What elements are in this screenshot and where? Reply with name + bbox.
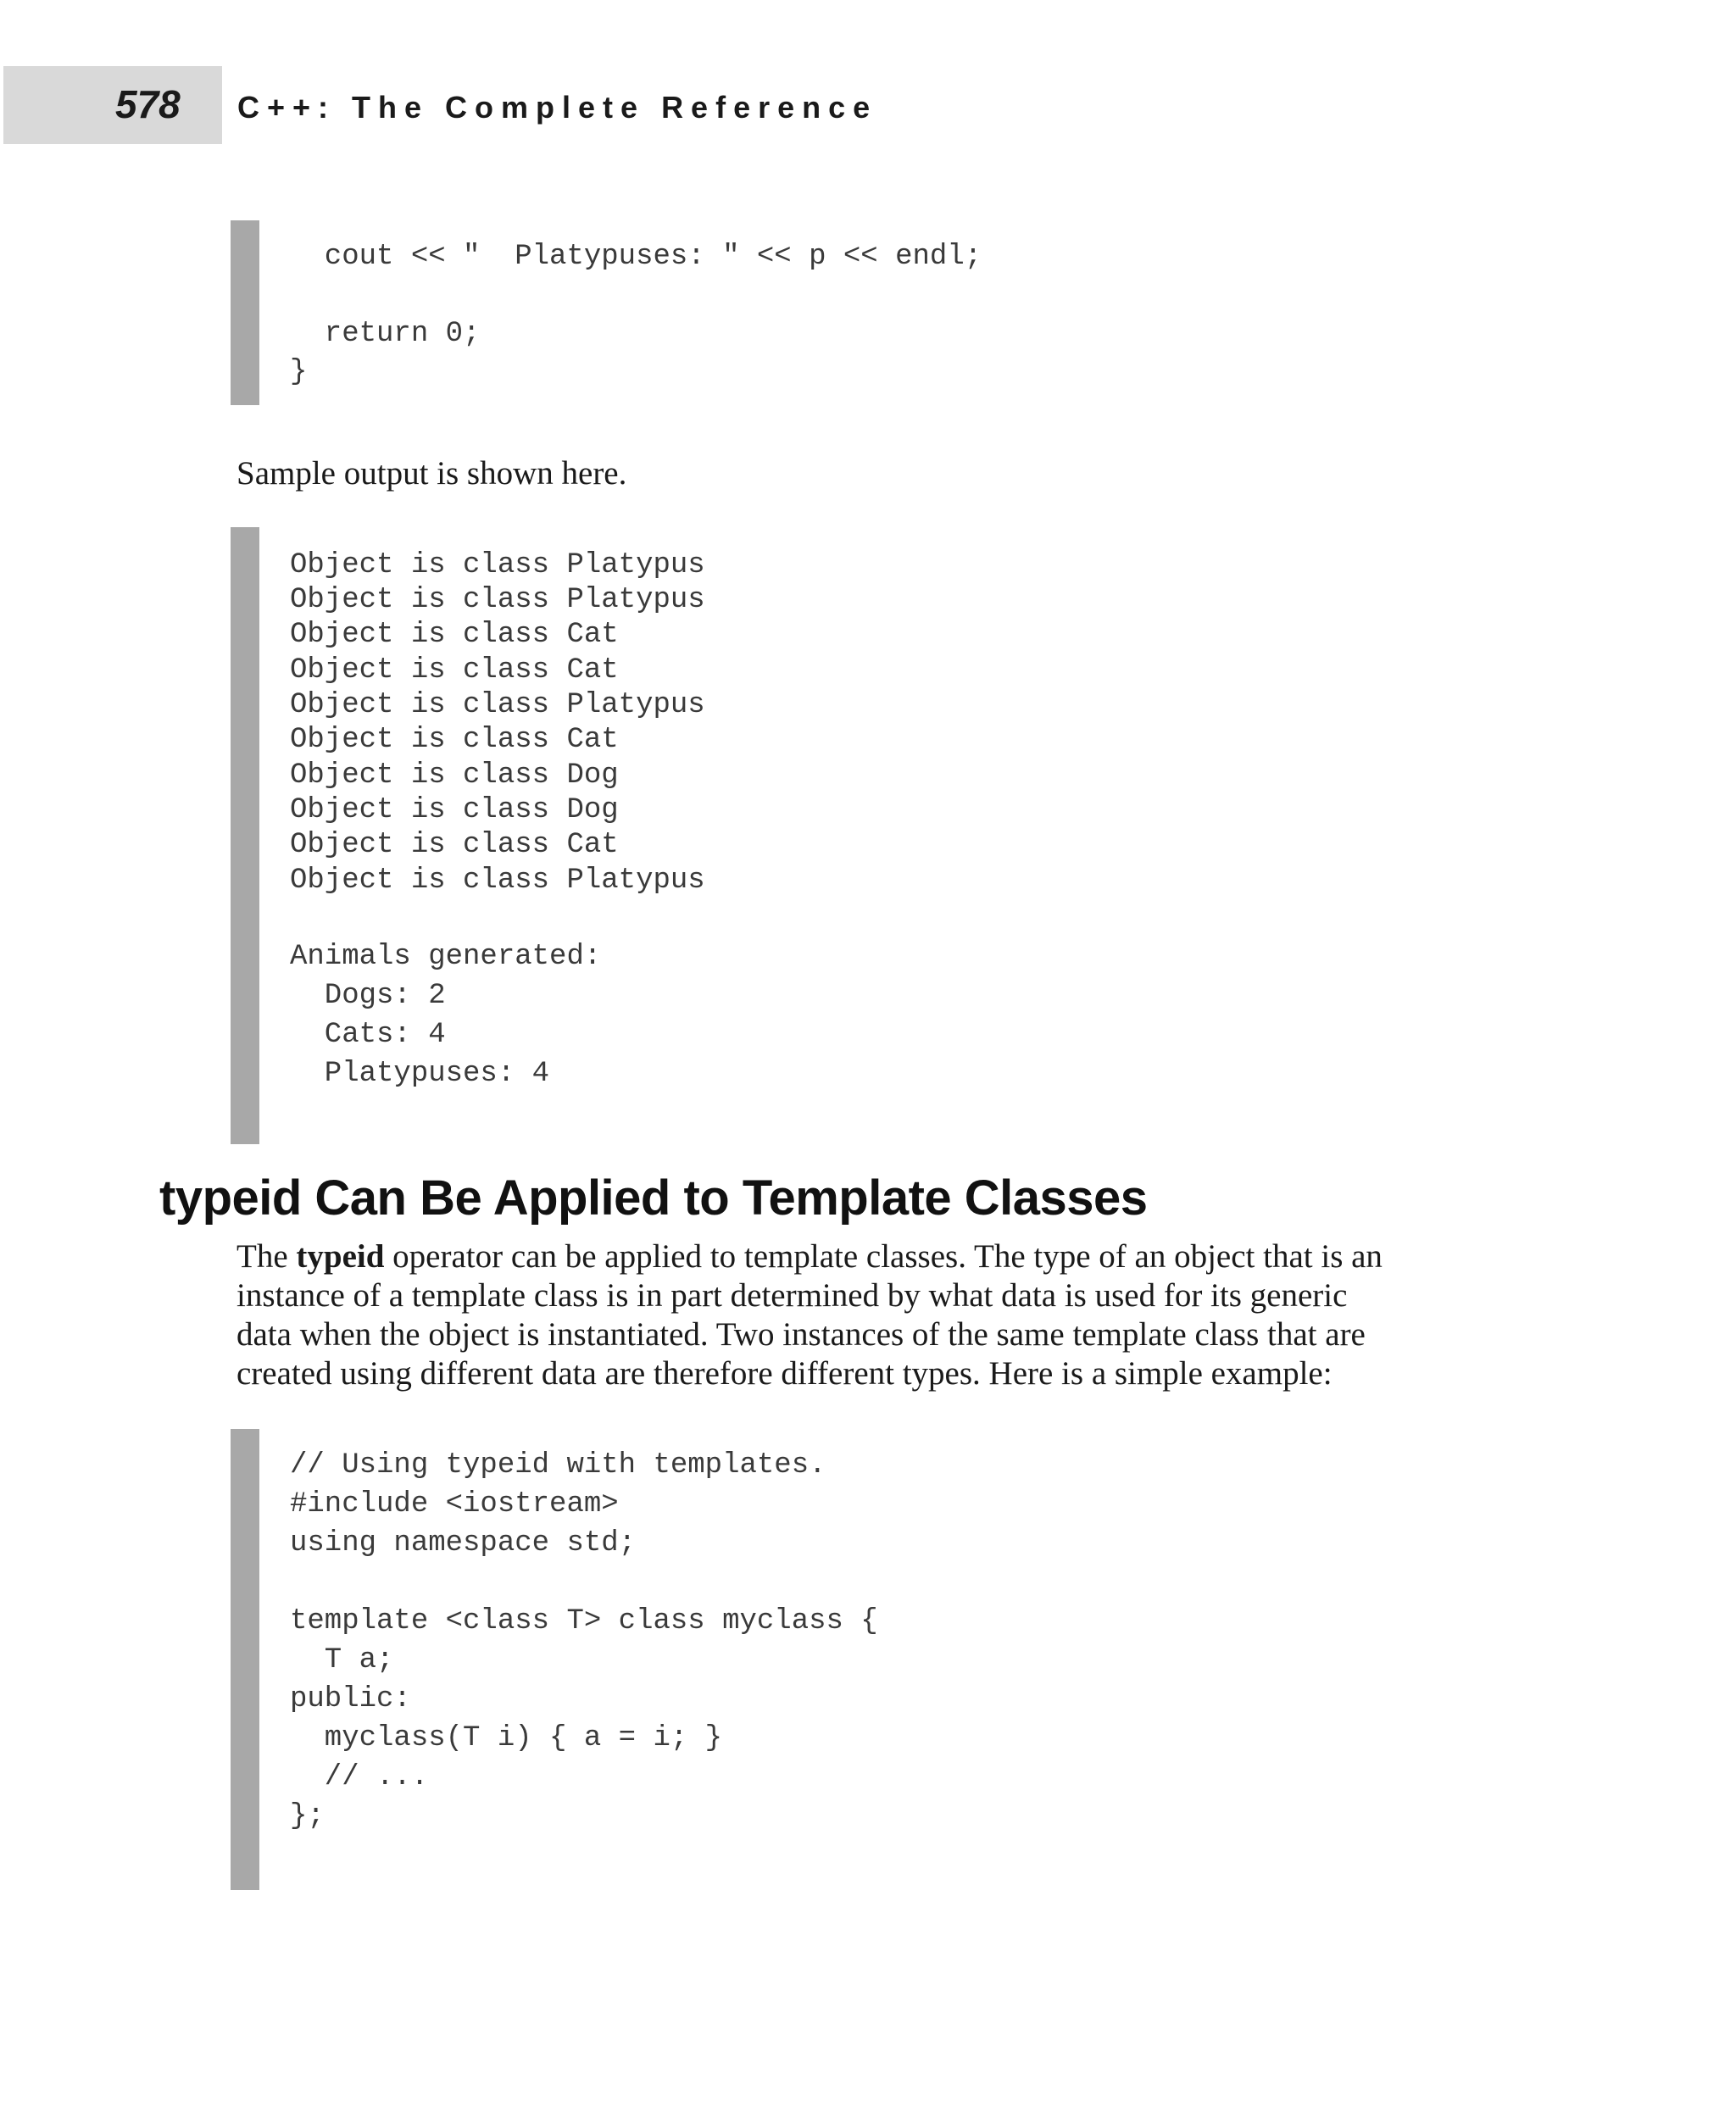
paragraph-line: data when the object is instantiated. Two instances of the same template class that are	[236, 1316, 1366, 1353]
code-line: // Using typeid with templates.	[290, 1449, 826, 1482]
paragraph-line: instance of a template class is in part determined by what data is used for its generic	[236, 1277, 1348, 1314]
typeid-keyword: typeid	[296, 1238, 385, 1275]
output-line: Object is class Platypus	[290, 584, 705, 616]
paragraph-text: operator can be applied to template classes. The type of an object that is an	[384, 1238, 1383, 1275]
output-line: Object is class Cat	[290, 724, 619, 756]
section-heading: typeid Can Be Applied to Template Classes	[159, 1170, 1148, 1226]
output-line: Object is class Platypus	[290, 864, 705, 897]
output-line: Animals generated:	[290, 941, 602, 973]
output-line: Platypuses: 4	[290, 1058, 550, 1090]
code-line: };	[290, 1800, 325, 1832]
output-line: Object is class Dog	[290, 759, 619, 792]
code-line: return 0;	[290, 318, 481, 350]
code-line: using namespace std;	[290, 1527, 637, 1559]
running-title: C++: The Complete Reference	[237, 90, 878, 125]
header-tab	[3, 66, 222, 144]
code-line: #include <iostream>	[290, 1488, 619, 1520]
paragraph-text: The	[236, 1238, 297, 1275]
code-line: myclass(T i) { a = i; }	[290, 1722, 723, 1754]
output-line: Object is class Dog	[290, 794, 619, 826]
code-line: }	[290, 356, 308, 388]
paragraph-line	[236, 1240, 1383, 1273]
output-line: Object is class Cat	[290, 619, 619, 651]
output-line: Object is class Platypus	[290, 689, 705, 721]
code-line: // ...	[290, 1761, 429, 1793]
code-line: cout << " Platypuses: " << p << endl;	[290, 241, 982, 273]
code-block-bar	[231, 220, 259, 405]
page-number: 578	[115, 82, 181, 126]
paragraph-line: created using different data are therefore different types. Here is a simple example:	[236, 1355, 1333, 1392]
intro-text: Sample output is shown here.	[236, 455, 627, 492]
output-line: Cats: 4	[290, 1019, 446, 1051]
output-line: Dogs: 2	[290, 980, 446, 1012]
output-block-bar	[231, 527, 259, 1144]
code-line: public:	[290, 1683, 411, 1715]
code-line: template <class T> class myclass {	[290, 1605, 878, 1637]
code-block-bar	[231, 1429, 259, 1890]
output-line: Object is class Platypus	[290, 549, 705, 581]
output-line: Object is class Cat	[290, 829, 619, 861]
code-line: T a;	[290, 1644, 394, 1676]
output-line: Object is class Cat	[290, 654, 619, 687]
